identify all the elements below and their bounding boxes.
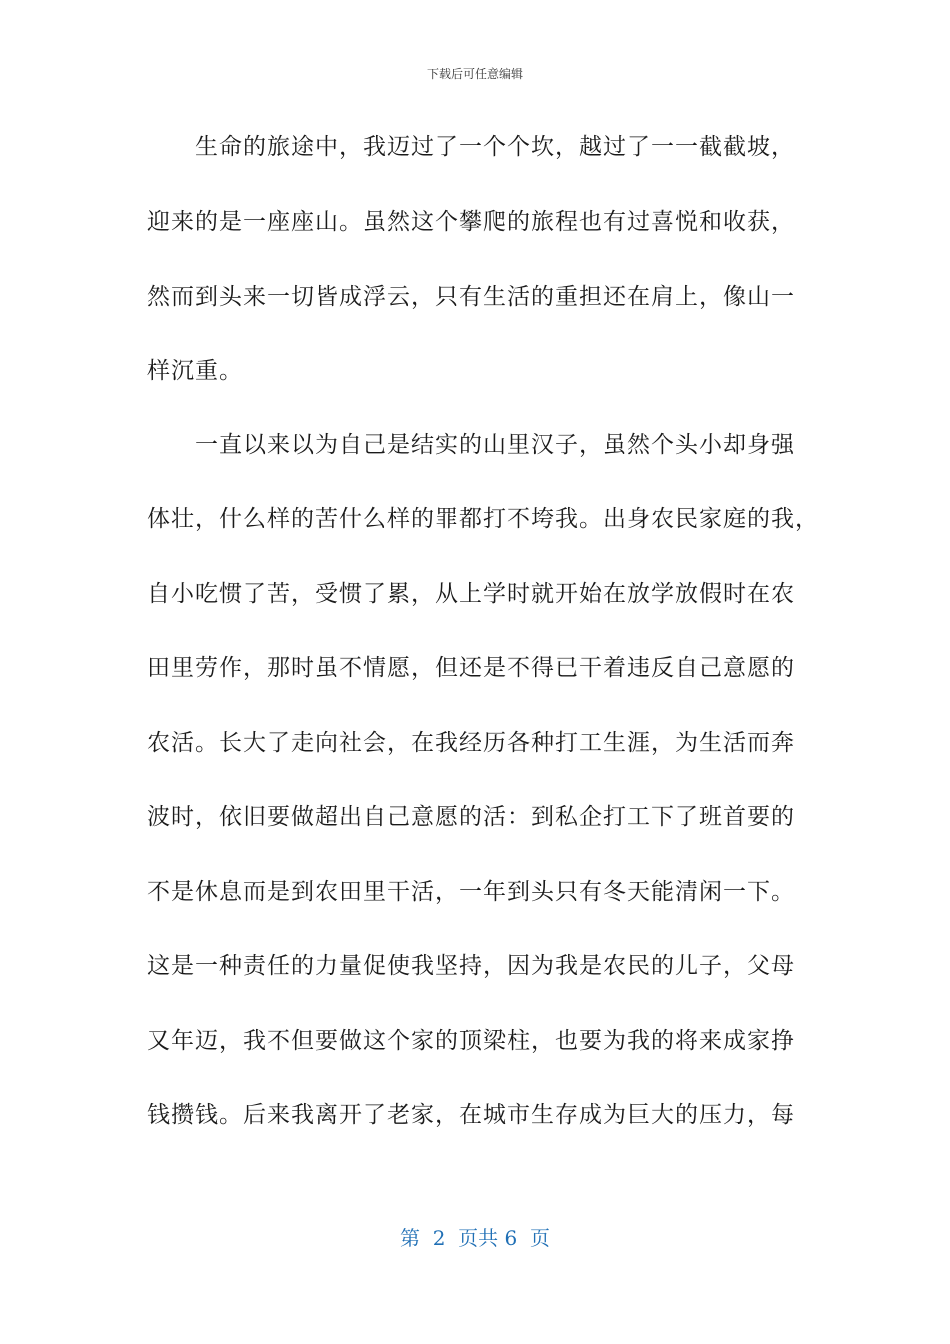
text-line: 农活。长大了走向社会，在我经历各种打工生涯，为生活而奔: [147, 730, 795, 756]
text-line: 钱攒钱。后来我离开了老家，在城市生存成为巨大的压力，每: [147, 1102, 795, 1128]
text-line: 这是一种责任的力量促使我坚持，因为我是农民的儿子，父母: [147, 953, 795, 979]
text-line: 波时，依旧要做超出自己意愿的活：到私企打工下了班首要的: [147, 804, 795, 830]
text-line: 迎来的是一座座山。虽然这个攀爬的旅程也有过喜悦和收获，: [147, 209, 795, 235]
page-number-footer: 第 2 页共 6 页: [400, 1226, 550, 1250]
text-line: 样沉重。: [147, 358, 243, 384]
text-line: 不是休息而是到农田里干活，一年到头只有冬天能清闲一下。: [147, 879, 795, 905]
page-header-note: 下载后可任意编辑: [426, 67, 523, 81]
text-line: 体壮，什么样的苦什么样的罪都打不垮我。出身农民家庭的我，: [147, 506, 819, 532]
text-line: 自小吃惯了苦，受惯了累，从上学时就开始在放学放假时在农: [147, 581, 795, 607]
text-line: 然而到头来一切皆成浮云，只有生活的重担还在肩上，像山一: [147, 284, 795, 310]
text-line: 田里劳作，那时虽不情愿，但还是不得已干着违反自己意愿的: [147, 655, 795, 681]
text-line: 又年迈，我不但要做这个家的顶梁柱，也要为我的将来成家挣: [147, 1028, 795, 1054]
text-line: 一直以来以为自己是结实的山里汉子，虽然个头小却身强: [147, 432, 795, 458]
text-line: 生命的旅途中，我迈过了一个个坎，越过了一一截截坡，: [147, 134, 795, 160]
